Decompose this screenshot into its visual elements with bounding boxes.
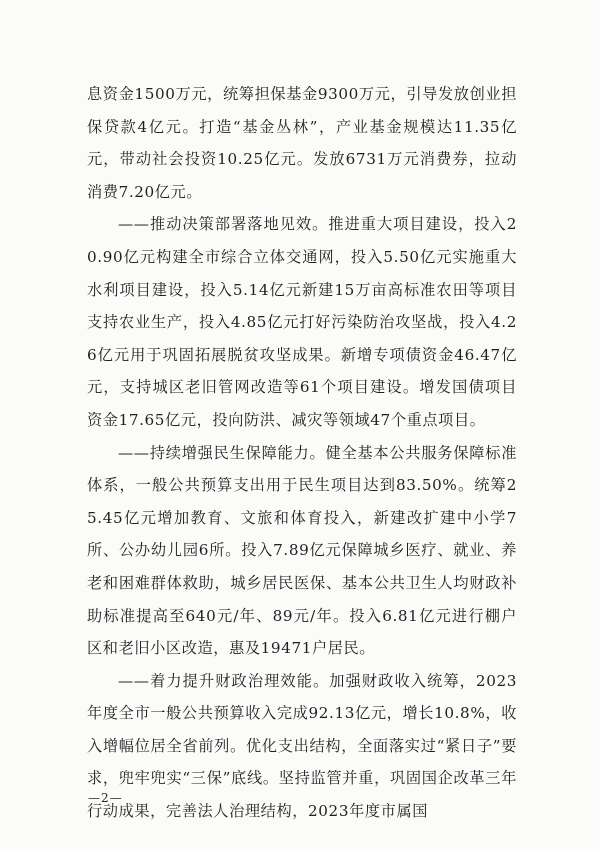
paragraph-livelihood-security: ——持续增强民生保障能力。健全基本公共服务保障标准体系，一般公共预算支出用于民生项目达到83.50%。统筹25.45亿元增加教育、文旅和体育投入，新建改扩建中小学7所、公办幼儿园6所。投入7.89亿元保障城乡医疗、就业、养老和困难群体救助，城乡居民医保、基本公共卫生人均财政补助标准提高至640元/年、89元/年。投入6.81亿元进行棚户区和老旧小区改造，惠及19471户居民。 bbox=[87, 443, 517, 658]
paragraph-fiscal-governance: ——着力提升财政治理效能。加强财政收入统筹，2023年度全市一般公共预算收入完成92.13亿元，增长10.8%，收入增幅位居全省前列。优化支出结构，全面落实过“紧日子”要求，兜牢兜实“三保”底线。坚持监管并重，巩固国企改革三年行动成果，完善法人治理结构，2023年度市属国 bbox=[87, 671, 517, 821]
document-body bbox=[87, 78, 517, 828]
paragraph-funding-continued: 息资金1500万元，统筹担保基金9300万元，引导发放创业担保贷款4亿元。打造“基金丛林”，产业基金规模达11.35亿元，带动社会投资10.25亿元。发放6731万元消费券，拉动消费7.20亿元。 bbox=[87, 85, 517, 201]
paragraph-major-projects: ——推动决策部署落地见效。推进重大项目建设，投入20.90亿元构建全市综合立体交通网，投入5.50亿元实施重大水利项目建设，投入5.14亿元新建15万亩高标准农田等项目支持农业生产，投入4.85亿元打好污染防治攻坚战，投入4.26亿元用于巩固拓展脱贫攻坚成果。新增专项债资金46.47亿元，支持城区老旧管网改造等61个项目建设。增发国债项目资金17.65亿元，投向防洪、减灾等领域47个重点项目。 bbox=[87, 215, 517, 429]
page-number: —2— bbox=[88, 791, 123, 805]
